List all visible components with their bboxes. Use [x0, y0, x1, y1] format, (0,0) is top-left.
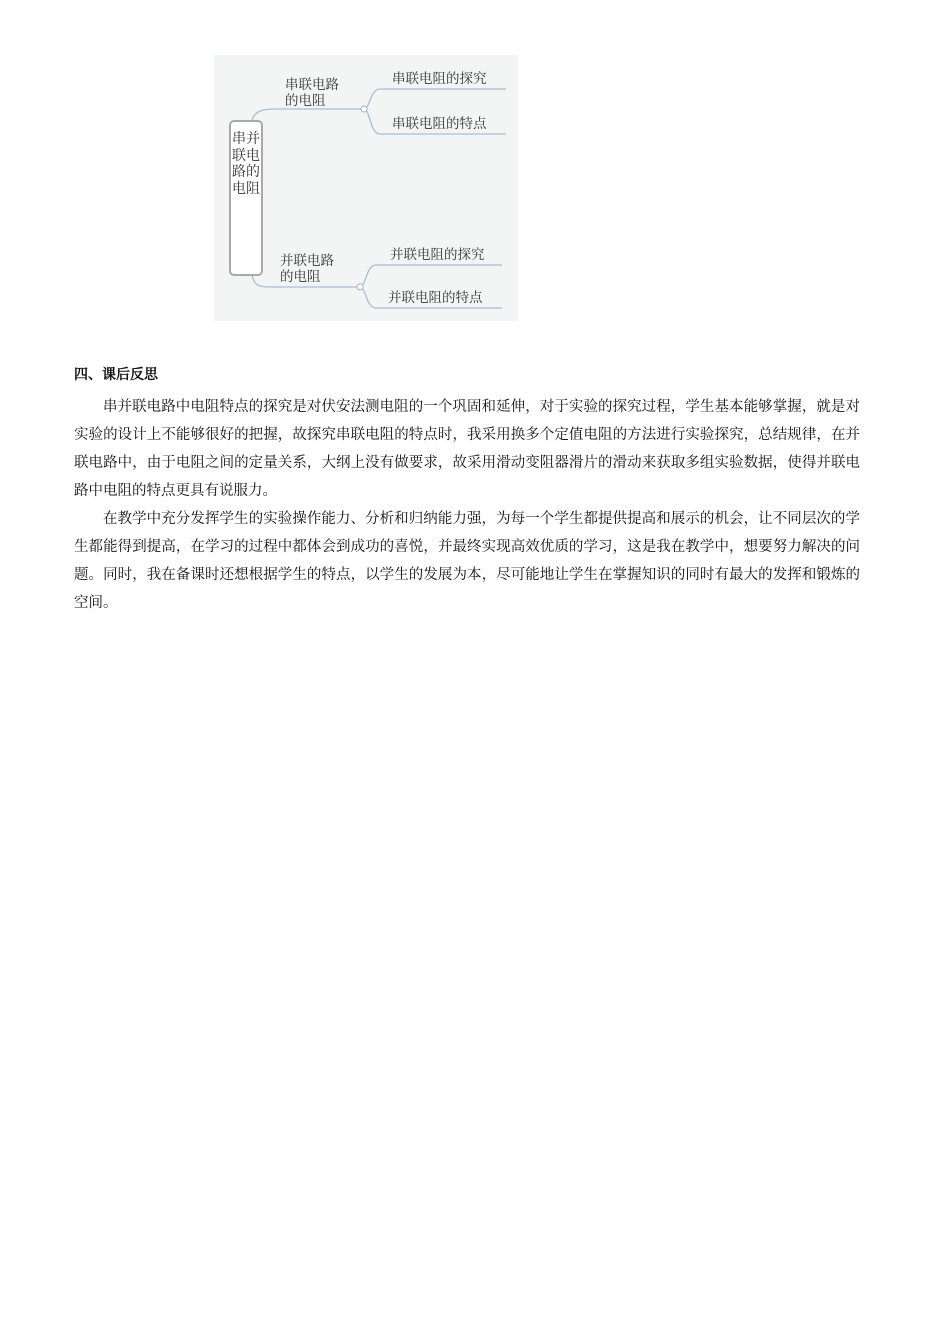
- mindmap-branch-parallel: [280, 253, 334, 285]
- mindmap-branch-label-line: 的电阻: [285, 93, 326, 109]
- mindmap-leaf-parallel-explore: 并联电阻的探究: [390, 247, 485, 263]
- reflection-paragraph-1: 串并联电路中电阻特点的探究是对伏安法测电阻的一个巩固和延伸，对于实验的探究过程，学生基本能够掌握，就是对实验的设计上不能够很好的把握，故探究串联电阻的特点时，我采用换多个定值电阻的方法进行实验探究，总结规律，在并联电路中，由于电阻之间的定量关系，大纲上没有做要求，故采用滑动变阻器滑片的滑动来获取多组实验数据，使得并联电路中电阻的特点更具有说服力。: [74, 399, 860, 499]
- mindmap-image: [214, 55, 518, 321]
- mindmap-leaf-series-feature: 串联电阻的特点: [392, 116, 487, 132]
- mindmap-leaf-series-explore: 串联电阻的探究: [392, 71, 487, 87]
- section-heading: 四、课后反思: [74, 367, 158, 383]
- mindmap-root-label: 串并联电路的电阻: [232, 131, 260, 197]
- mindmap-branch-label-line: 并联电路: [280, 253, 334, 269]
- mindmap-leaf-parallel-feature: 并联电阻的特点: [388, 290, 483, 306]
- mindmap-branch-label-line: 的电阻: [280, 269, 321, 285]
- mindmap-branch-series: [285, 77, 339, 109]
- mindmap-branch-label-line: 串联电路: [285, 77, 339, 93]
- mindmap-root-node: [229, 120, 263, 276]
- reflection-paragraph-2: 在教学中充分发挥学生的实验操作能力、分析和归纳能力强，为每一个学生都提供提高和展示的机会，让不同层次的学生都能得到提高，在学习的过程中都体会到成功的喜悦，并最终实现高效优质的学习，这是我在教学中，想要努力解决的问题。同时，我在备课时还想根据学生的特点，以学生的发展为本，尽可能地让学生在掌握知识的同时有最大的发挥和锻炼的空间。: [74, 511, 860, 611]
